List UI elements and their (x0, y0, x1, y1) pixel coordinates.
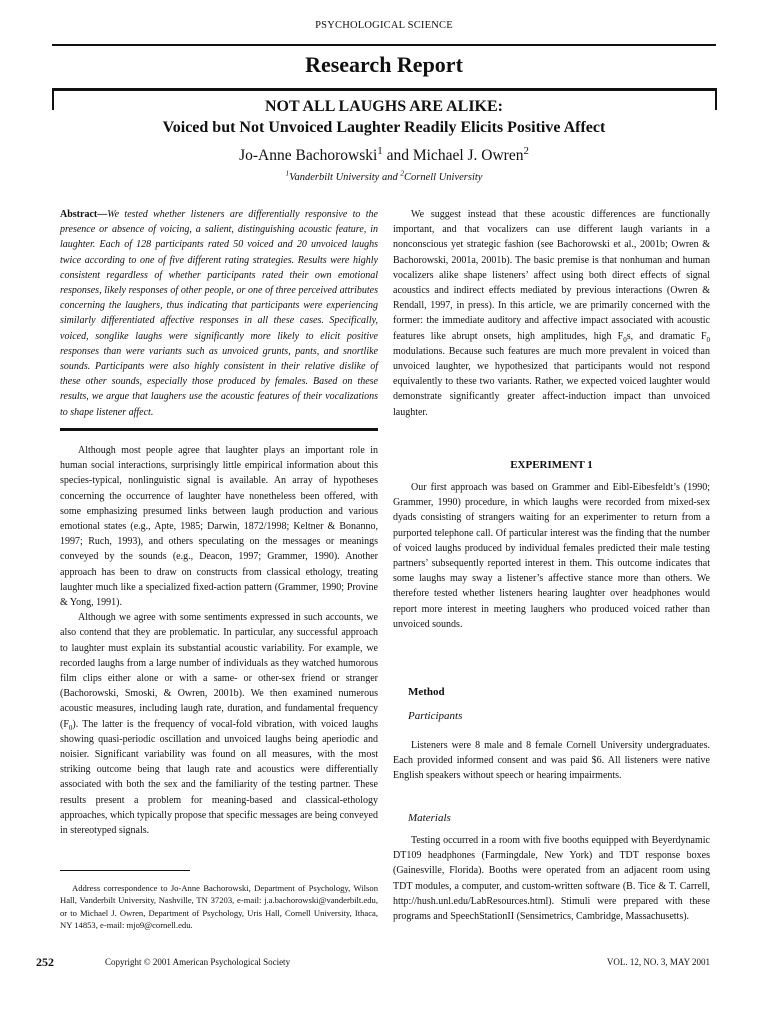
correspondence-footnote (60, 882, 378, 932)
page-number: 252 (36, 955, 54, 969)
paragraph-text: s, and dramatic F (626, 330, 707, 342)
materials-text (393, 833, 710, 924)
abstract-text: We tested whether listeners are differentially responsive to the presence or absence of voicing, a salient, distinguishing acoustic feature, in laughter. Each of 128 participants rated 50 voiced and 20 unvoiced laughs twice according to one of five different rating strategies. Results were highly consistent regardless of whether participants rated their own emotional responses, likely responses of other people, or one of three perceived attributes concerning the laughers, thus indicating that participants were experiencing similarly differentiated affective responses in all these cases. Specifically, voiced, songlike laughs were significantly more likely to elicit positive responses than were variants such as unvoiced grunts, pants, and snortlike sounds. Participants were also highly consistent in their relative dislike of these other sounds, especially those produced by females. Based on these results, we argue that laughers use the acoustic features of their vocalizations to shape listener affect. (60, 209, 378, 418)
section-title: Research Report (305, 52, 463, 77)
author-2-affil-marker: 2 (523, 144, 529, 157)
paragraph (60, 610, 378, 838)
paragraph-text: modulations. Because such features are much more prevalent in voiced than unvoiced laughter, we hypothesized that participants would not respond equivalently to these two variants. Rather, we expected voiced laughter would demonstrate significantly greater affect-induction impact than unvoiced laughter. (393, 345, 710, 418)
experiment-1-text (393, 480, 710, 632)
intro-right-column (393, 207, 710, 420)
participants-text (393, 738, 710, 784)
participants-heading: Participants (408, 710, 463, 722)
subscript: 0 (68, 723, 73, 732)
footnote-text: Address correspondence to Jo-Anne Bachorowski, Department of Psychology, Wilson Hall, Vanderbilt University, Nashville, TN 37203, e-mail: j.a.bachorowski@vanderbilt.edu, or to Michael J. Owren, Department of Psychology, Uris Hall, Cornell University, Ithaca, NY 14853, e-mail: mjo9@cornell.edu. (60, 883, 378, 931)
intro-left-column (60, 443, 378, 838)
paragraph: Although most people agree that laughter plays an important role in human social interactions, surprisingly little empirical information about this species-typical, nonlinguistic signal is available. An array of hypotheses concerning the occurrence of laughter have nonetheless been offered, with some emphasizing presumed links between laugh production and various emotional states (e.g., Apte, 1985; Darwin, 1872/1998; Keltner & Bonanno, 1997; Ruch, 1993), and others speculating on the messages or meanings conveyed by the sounds (e.g., Deacon, 1997; Grammer, 1990). Another approach has been to draw on constructs from classical ethology, treating laughter much like a specialized fixed-action pattern (Grammer, 1990; Provine & Yong, 1991). (60, 445, 378, 609)
author-1: Jo-Anne Bachorowski (239, 147, 378, 164)
author-2: and Michael J. Owren (382, 147, 524, 164)
abstract-label: Abstract— (60, 209, 108, 220)
title-rule (52, 88, 716, 91)
paragraph: Our first approach was based on Grammer and Eibl-Eibesfeldt’s (1990; Grammer, 1990) procedure, in which laughs were recorded from mixed-sex dyads consisting of strangers waiting for an experimenter to return from a purported telephone call. Of particular interest was the finding that the number of voiced laughs produced by individual females predicted their male testing partners’ subsequently reported interest in them. This outcome indicates that some laughs may sway a listener’s affective stance more than others. We therefore tested whether listeners hearing laughter over headphones would report more interest in meeting laughers who produced voiced rather than unvoiced sounds. (393, 482, 710, 630)
affil-marker-1: 1 (285, 168, 290, 178)
paper-title (0, 96, 768, 138)
paragraph-text: We suggest instead that these acoustic differences are functionally important, and that vocalizers can use different laugh variants in a nonconscious yet strategic fashion (see Bachorowski et al., 2001b; Owren & Bachorowski, 2001a, 2001b). The basic premise is that nonhuman and human vocalizers alike shape listeners’ affect using both direct effects of signal acoustics and indirect effects mediated by previous interactions (Owren & Rendall, 1997, in press). In this article, we are primarily concerned with the former: the immediate auditory and affective impact associated with acoustic features like abrupt onsets, high amplitudes, high F (393, 209, 710, 342)
footnote-rule (60, 870, 190, 871)
abstract-rule (60, 428, 378, 431)
method-heading: Method (408, 686, 445, 698)
paper-title-line1: NOT ALL LAUGHS ARE ALIKE: (265, 98, 503, 115)
affiliation-2: Cornell University (404, 172, 483, 183)
volume-info: VOL. 12, NO. 3, MAY 2001 (606, 957, 710, 967)
abstract (60, 207, 378, 420)
paragraph-text: Although we agree with some sentiments expressed in such accounts, we also contend that they are problematic. In particular, any successful approach to laughter must explain its substantial acoustic variability. For example, we recorded laughs from a large number of individuals as they watched humorous film clips either alone or with a same- or other-sex friend or stranger (Bachorowski, Smoski, & Owren, 2001b). We then examined numerous acoustic measures, including laugh rate, duration, and fundamental frequency (F (60, 612, 378, 730)
journal-name: PSYCHOLOGICAL SCIENCE (315, 20, 453, 31)
paragraph: Listeners were 8 male and 8 female Cornell University undergraduates. Each provided informed consent and was paid $6. All listeners were native English speakers without speech or hearing impairments. (393, 740, 710, 782)
paper-title-line2: Voiced but Not Unvoiced Laughter Readily Elicits Positive Affect (162, 119, 606, 136)
subscript: 0 (623, 335, 627, 344)
copyright: Copyright © 2001 American Psychological Society (105, 957, 291, 967)
author-1-affil-marker: 1 (377, 144, 383, 157)
subscript: 0 (706, 335, 711, 344)
paragraph-text: ). The latter is the frequency of vocal-fold vibration, with voiced laughs showing quasi-periodic oscillation and unvoiced laughs being aperiodic and noisier. Significant variability was found on all measures, with the most striking outcome being that laugh rate and acoustics were differentially associated with both the sex and the familiarity of the testing partner. These results present a problem for meaning-based and classical-ethology approaches, which typically propose that specific messages are being conveyed in stereotyped signals. (60, 718, 378, 837)
paragraph (393, 207, 710, 420)
header-rule (52, 44, 716, 46)
affiliation-1: Vanderbilt University and (289, 172, 401, 183)
affil-marker-2: 2 (400, 168, 404, 178)
experiment-1-heading: EXPERIMENT 1 (510, 459, 593, 471)
affiliation-line (0, 168, 768, 183)
materials-heading: Materials (408, 812, 451, 824)
author-line (0, 144, 768, 165)
paragraph: Testing occurred in a room with five booths equipped with Beyerdynamic DT109 headphones (Farmingdale, New York) and TDT response boxes (Gainesville, Florida). Booths were operated from an adjacent room using TDT modules, a computer, and custom-written software (B. Tice & T. Carrell, http://hush.unl.edu/LabResources.html). Stimuli were prepared with these programs and SpeechStationII (Sensimetrics, Cambridge, Massachusetts). (393, 835, 710, 923)
